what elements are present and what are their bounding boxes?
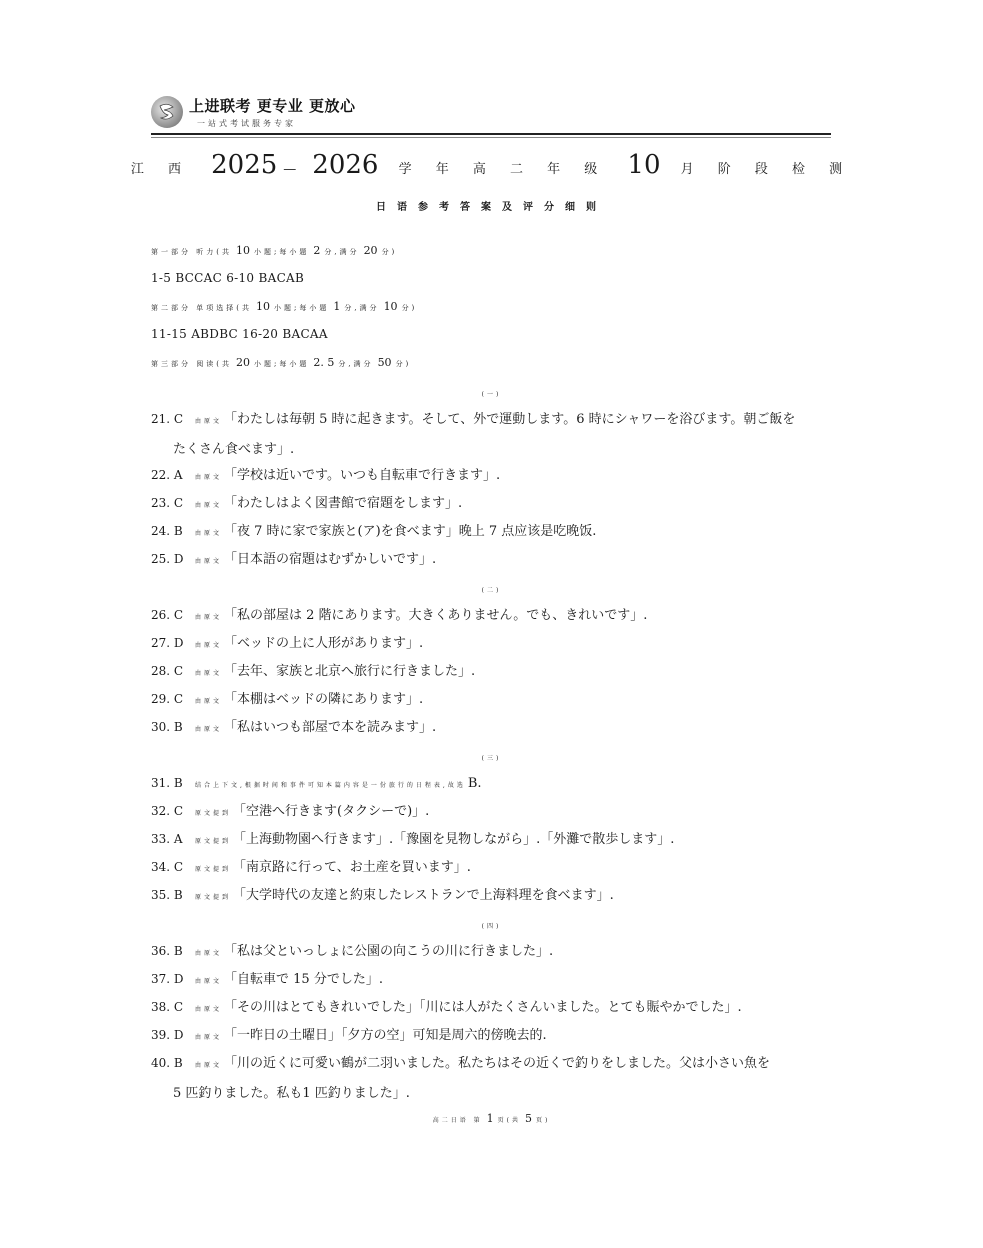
title-year-end: 2026 xyxy=(312,150,379,180)
answer-item: 31. B 结合上下文,根据时间和事件可知本篇内容是一份旅行的日程表,故选 B. xyxy=(151,776,482,791)
answers-part1: 1-5 BCCAC 6-10 BACAB xyxy=(151,271,305,285)
page-title xyxy=(0,150,983,180)
page-subtitle: 日语参考答案及评分细则 xyxy=(376,202,607,213)
group-heading: (一) xyxy=(481,391,502,398)
answer-item: 26. C 由原文 「私の部屋は 2 階にあります。大きくありません。でも、きれいです」. xyxy=(151,608,648,623)
header xyxy=(151,95,831,129)
answer-item: 23. C 由原文 「わたしはよく図書館で宿題をします」. xyxy=(151,496,463,511)
brand-logo-icon xyxy=(151,96,183,128)
title-month: 10 xyxy=(627,150,661,180)
answer-item: 35. B 原文提到 「大学時代の友達と約束したレストランで上海料理を食べます」. xyxy=(151,888,614,903)
answer-item: 29. C 由原文 「本棚はベッドの隣にあります」. xyxy=(151,692,424,707)
group-heading: (三) xyxy=(481,755,502,762)
answers-part2: 11-15 ABDBC 16-20 BACAA xyxy=(151,327,328,341)
answer-item: 24. B 由原文 「夜 7 時に家で家族と(ア)を食べます」晚上 7 点应该是吃晚饭. xyxy=(151,524,597,539)
title-year-start: 2025 xyxy=(211,150,278,180)
answer-item: 37. D 由原文 「自転車で 15 分でした」. xyxy=(151,972,383,987)
answer-item: 28. C 由原文 「去年、家族と北京へ旅行に行きました」. xyxy=(151,664,476,679)
title-dash: — xyxy=(283,162,297,177)
answer-item: 27. D 由原文 「ベッドの上に人形があります」. xyxy=(151,636,424,651)
title-suffix: 月 阶 段 检 测 xyxy=(680,162,853,177)
section-header-part3: 第三部分 阅读(共 20 小题;每小题 2. 5 分,满分 50 分) xyxy=(151,356,412,369)
answer-item: 22. A 由原文 「学校は近いです。いつも自転車で行きます」. xyxy=(151,468,501,483)
section-header-part1: 第一部分 听力(共 10 小题;每小题 2 分,满分 20 分) xyxy=(151,244,398,257)
answer-item: 34. C 原文提到 「南京路に行って、お土産を買います」. xyxy=(151,860,471,875)
section-header-part2: 第二部分 单项选择(共 10 小题;每小题 1 分,满分 10 分) xyxy=(151,300,418,313)
brand-name: 上进联考 更专业 更放心 xyxy=(189,97,356,115)
group-heading: (四) xyxy=(481,923,502,930)
answer-item: 33. A 原文提到 「上海動物園へ行きます」.「豫園を見物しながら」.「外灘で散歩します」. xyxy=(151,832,675,847)
answer-item: 40. B 由原文 「川の近くに可愛い鶴が二羽いました。私たちはその近くで釣りをしました。父は小さい魚を 5 匹釣りました。私も1 匹釣りました」. xyxy=(151,1056,771,1101)
answer-item: 25. D 由原文 「日本語の宿題はむずかしいです」. xyxy=(151,552,437,567)
brand-slogan: 一站式考试服务专家 xyxy=(197,119,296,128)
answer-item: 21. C 由原文 「わたしは毎朝 5 時に起きます。そして、外で運動します。6 時にシャワーを浴びます。朝ご飯を たくさん食べます」. xyxy=(151,412,796,457)
answer-item: 30. B 由原文 「私はいつも部屋で本を読みます」. xyxy=(151,720,437,735)
brand xyxy=(151,95,831,129)
page-footer: 高二日语 第 1 页(共 5 页) xyxy=(432,1112,551,1125)
answer-item: 36. B 由原文 「私は父といっしょに公園の向こうの川に行きました」. xyxy=(151,944,554,959)
answer-item: 39. D 由原文 「一昨日の土曜日」「夕方の空」可知是周六的傍晚去的. xyxy=(151,1028,547,1043)
answer-item: 38. C 由原文 「その川はとてもきれいでした」「川には人がたくさんいました。とても賑やかでした」. xyxy=(151,1000,742,1015)
header-divider-thin xyxy=(151,137,831,138)
title-prefix: 江 西 xyxy=(130,162,191,177)
answer-item: 32. C 原文提到 「空港へ行きます(タクシーで)」. xyxy=(151,804,430,819)
header-divider xyxy=(151,133,831,135)
group-heading: (二) xyxy=(481,587,502,594)
title-mid: 学 年 高 二 年 级 xyxy=(398,162,608,177)
